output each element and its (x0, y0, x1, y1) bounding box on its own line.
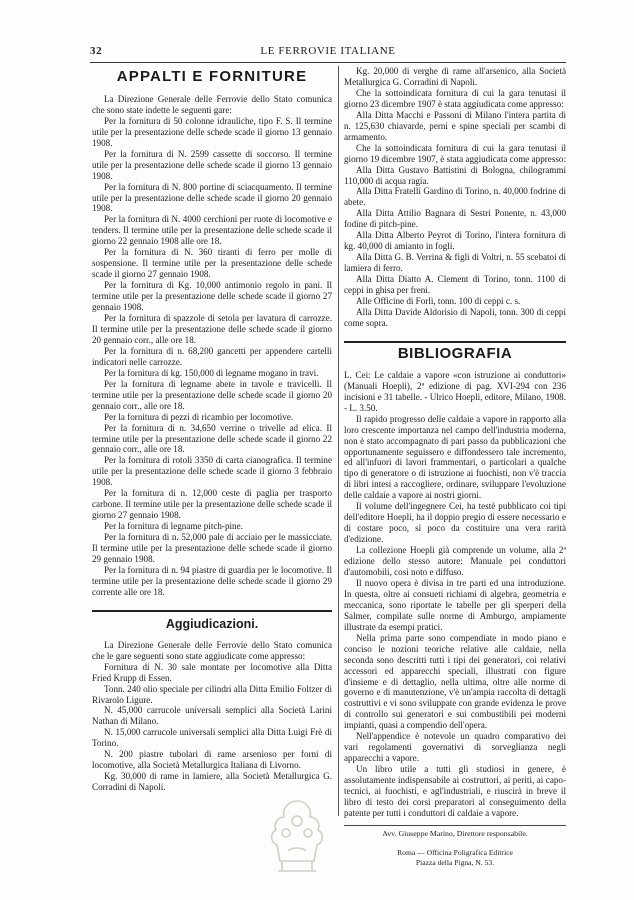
review-paragraph: Un libro utile a tutti gli studiosi in genere, è assolutamente indispensabile ai costruttori, ai periti, ai capo-tecnici, ai fuochisti, e agl'industriali, e riuscirà in breve il libro di testo dei corsi preparatori al conseguimento della patente per tutti i conduttori di caldaie a vapore. (344, 764, 566, 818)
appalti-paragraph: Per la fornitura di n. 52,000 pale di acciaio per le massicciate. Il termine utile per la presentazione delle schede scade il giorno 29 gennaio 1908. (92, 532, 332, 564)
printer-address: Piazza della Pigna, N. 53. (415, 857, 495, 867)
section-rule (344, 341, 566, 343)
aggiudicazioni-title: Aggiudicazioni. (165, 616, 259, 631)
award-paragraph: Alle Officine di Forlì, tonn. 100 di ceppi c. s. (356, 296, 521, 307)
award-paragraph: Alla Ditta G. B. Verrina & figli di Voltri, n. 55 scebatoi di lamiera di ferro. (344, 252, 566, 274)
review-paragraph: Il rapido progresso delle caldaie a vapore in rapporto alla loro crescente importanza nel campo dell'industria moderna, non è stato accompagnato di pari passo da pubblicazioni che opportunamente seguissero e diffondessero tale incremento, ed all'infuori di lavori frammentari, o particolari a qualche tipo di generatore o di istruzione ai fuochisti, non v'è traccia di libri intesi a raccogliere, ordinare, sviluppare l'evoluzione delle caldaie a vapore ai nostri giorni. (344, 413, 566, 501)
appalti-paragraph: Per la fornitura di n. 12,000 ceste di paglia per trasporto carbone. Il termine utile per la presentazione delle schede scade il giorno 27 gennaio 1908. (92, 488, 332, 521)
award-paragraph: Alla Ditta Gustavo Battistini di Bologna, chilogrammi 110,000 di acqua ragia. (344, 164, 566, 186)
aggiudicazioni-paragraph: La Direzione Generale delle Ferrovie dello Stato comunica che le gare seguenti sono state aggiudicate come appresso: (92, 639, 332, 661)
printer-line: Roma — Officina Poligrafica Editrice (397, 847, 513, 857)
footer-rule (344, 825, 566, 826)
appalti-paragraph: Per la fornitura di n. 94 piastre di guardia per le locomotive. Il termine utile per la presentazione delle schede scade il giorno 29 corrente alle ore 18. (92, 564, 332, 597)
award-paragraph: Che la sottoindicata fornitura di cui la gara tenutasi il giorno 23 dicembre 1907 è stata aggiudicata come appresso: (344, 87, 566, 109)
page-number: 32 (90, 45, 103, 57)
aggiudicazioni-paragraph: N. 45,000 carrucole universali semplici alla Società Larini Nathan di Milano. (92, 705, 332, 727)
aggiudicazioni-continuation: Kg. 20,000 di verghe di rame all'arsenico, alla Società Metallurgica G. Corradini di Napoli. (344, 66, 566, 87)
appalti-paragraph: Per la fornitura di N. 2599 cassette di soccorso. Il termine utile per la presentazione delle schede scade il giorno 13 gennaio 1908. (92, 148, 332, 181)
aggiudicazioni-paragraph: Kg. 30,000 di rame in lamiere, alla Società Metallurgica G. Corradini di Napoli. (92, 771, 332, 793)
aggiudicazioni-paragraph: Fornitura di N. 30 sale montate per locomotive alla Ditta Fried Krupp di Essen. (92, 661, 332, 683)
aggiudicazioni-paragraph: N. 15,000 carrucole universali semplici alla Ditta Luigi Frè di Torino. (92, 727, 332, 749)
appalti-paragraph: Per la fornitura di rotoli 3350 di carta cianografica. Il termine utile per la presentazione delle schede scade il giorno 3 febbraio 1908. (92, 455, 332, 488)
appalti-paragraph: Per la fornitura di spazzole di setola per lavatura di carrozze. Il termine utile per la presentazione delle schede scade il giorno 20 gennaio corr., alle ore 18. (92, 313, 332, 345)
award-paragraph: Alla Ditta Alberto Peyrot di Torino, l'intera fornitura di kg. 40,000 di amianto in fogli. (344, 230, 566, 252)
award-paragraph: Alla Ditta Macchi e Passoni di Milano l'intera partita di n. 125,630 chiavarde, perni e spine speciali per scambi di armamento. (344, 109, 566, 142)
book-citation: L. Cei: Le caldaie a vapore «con istruzione ai conduttori» (Manuali Hoepli), 2ª edizione di pag. XVI-294 con 236 incisioni e 31 tabelle. - Ulrico Hoepli, editore, Milano, 1908. - L. 3.50. (344, 369, 566, 413)
running-header (90, 45, 566, 61)
appalti-paragraph: Per la fornitura di N. 800 portine di sciacquamento. Il termine utile per la presentazione delle schede scade il giorno 20 gennaio 1908. (92, 181, 332, 214)
left-column (92, 66, 332, 793)
library-stamp-icon (258, 795, 336, 877)
review-paragraph: La collezione Hoepli già comprende un volume, alla 2ª edizione dello stesso autore: Manuale pei conduttori d'automobili, così noto e diffuso. (344, 545, 566, 577)
review-paragraph: Il volume dell'ingegnere Cei, ha testè pubblicato coi tipi dell'editore Hoepli, ha il doppio pregio di essere necessario e di costare poco, sì poco da costituire una vera rarità d'edizione. (344, 501, 566, 545)
appalti-paragraph: Per la fornitura di legname pitch-pine. (104, 521, 243, 532)
award-paragraph: Che la sottoindicata fornitura di cui la gara tenutasi il giorno 19 dicembre 1907, è stata aggiudicata come appresso: (344, 142, 566, 164)
review-paragraph: Il nuovo opera è divisa in tre parti ed una introduzione. In questa, oltre ai consueti richiami di algebra, geometria e meccanica, sono riportate le tabelle per gli sperperi della Salmer, compilate sulle norme di Amburgo, ampiamente illustrate da esempi pratici. (344, 577, 566, 632)
right-column (344, 66, 566, 868)
appalti-paragraph: Per la fornitura di legname abete in tavole e travicelli. Il termine utile per la presentazione delle schede scade il giorno 20 gennaio corr., alle ore 18. (92, 378, 332, 411)
appalti-paragraph: Per la fornitura di Kg. 10,000 antimonio regolo in pani. Il termine utile per la presentazione delle schede scade il giorno 27 gennaio 1908. (92, 280, 332, 313)
column-divider (338, 66, 339, 816)
appalti-paragraph: Per la fornitura di pezzi di ricambio per locomotive. (104, 411, 294, 422)
responsible-director: Avv. Giuseppe Marino, Direttore responsabile. (382, 828, 528, 838)
award-paragraph: Alla Ditta Davide Aldorisio di Napoli, tonn. 300 di ceppi come sopra. (344, 306, 566, 328)
award-paragraph: Alla Ditta Attilio Bagnara di Sestri Ponente, n. 43,000 fodine di pitch-pine. (344, 208, 566, 230)
journal-title: LE FERROVIE ITALIANE (260, 45, 396, 57)
aggiudicazioni-paragraph: Tonn. 240 olio speciale per cilindri alla Ditta Emilio Foltzer di Rivarolo Ligure. (92, 683, 332, 705)
aggiudicazioni-paragraph: N. 200 piastre tubolari di rame arsenioso per forni di locomotive, alla Società Metallurgica Italiana di Livorno. (92, 749, 332, 771)
appalti-paragraph: Per la fornitura di n. 68,200 gancetti per appendere cartelli indicatori nelle carrozze. (92, 345, 332, 367)
appalti-paragraph: Per la fornitura di kg. 150,000 di legname mogano in travi. (104, 367, 319, 378)
appalti-paragraph: Per la fornitura di N. 360 tiranti di ferro per molle di sospensione. Il termine utile per la presentazione delle schede scade il giorno 27 gennaio 1908. (92, 247, 332, 280)
bibliografia-title: BIBLIOGRAFIA (397, 344, 513, 362)
appalti-paragraph: La Direzione Generale delle Ferrovie dello Stato comunica che sono state indette le seguenti gare: (92, 93, 332, 115)
award-paragraph: Alla Ditta Fratelli Gardino di Torino, n. 40,000 fodrine di abete. (344, 186, 566, 208)
appalti-paragraph: Per la fornitura di n. 34,650 verrine o trivelle ad elica. Il termine utile per la presentazione delle schede scade il giorno 22 gennaio corr., alle ore 18. (92, 422, 332, 455)
review-paragraph: Nella prima parte sono compendiate in modo piano e conciso le nozioni teoriche relative alle caldaie, nella seconda sono descritti tutti i tipi dei generatori, coi relativi accessori ed apparecchi speciali, illustrati con figure d'insieme e di dettaglio, nella ultima, oltre alle norme di governo e di manutenzione, v'è un'ampia raccolta di dettagli costruttivi e vi sono sviluppate con grande evidenza le prove di controllo sui generatori e sui combustibili pei moderni impianti, quasi a compendio dell'opera. (344, 632, 566, 731)
appalti-paragraph: Per la fornitura di 50 colonne idrauliche, tipo F. S. Il termine utile per la presentazione delle schede scade il giorno 13 gennaio 1908. (92, 115, 332, 148)
appalti-title: APPALTI E FORNITURE (116, 68, 308, 85)
review-paragraph: Nell'appendice è notevole un quadro comparativo dei vari regolamenti governativi di sorveglianza negli apparecchi a vapore. (344, 731, 566, 764)
appalti-paragraph: Per la fornitura di N. 4000 cerchioni per ruote di locomotive e tenders. Il termine utile per la presentazione delle schede scade il giorno 22 gennaio 1908 alle ore 18. (92, 214, 332, 247)
header-rule (90, 62, 566, 63)
section-rule (92, 610, 332, 612)
award-paragraph: Alla Ditta Diatto A. Clement di Torino, tonn. 1100 di ceppi in ghisa per freni. (344, 274, 566, 296)
printer-imprint (344, 848, 566, 868)
